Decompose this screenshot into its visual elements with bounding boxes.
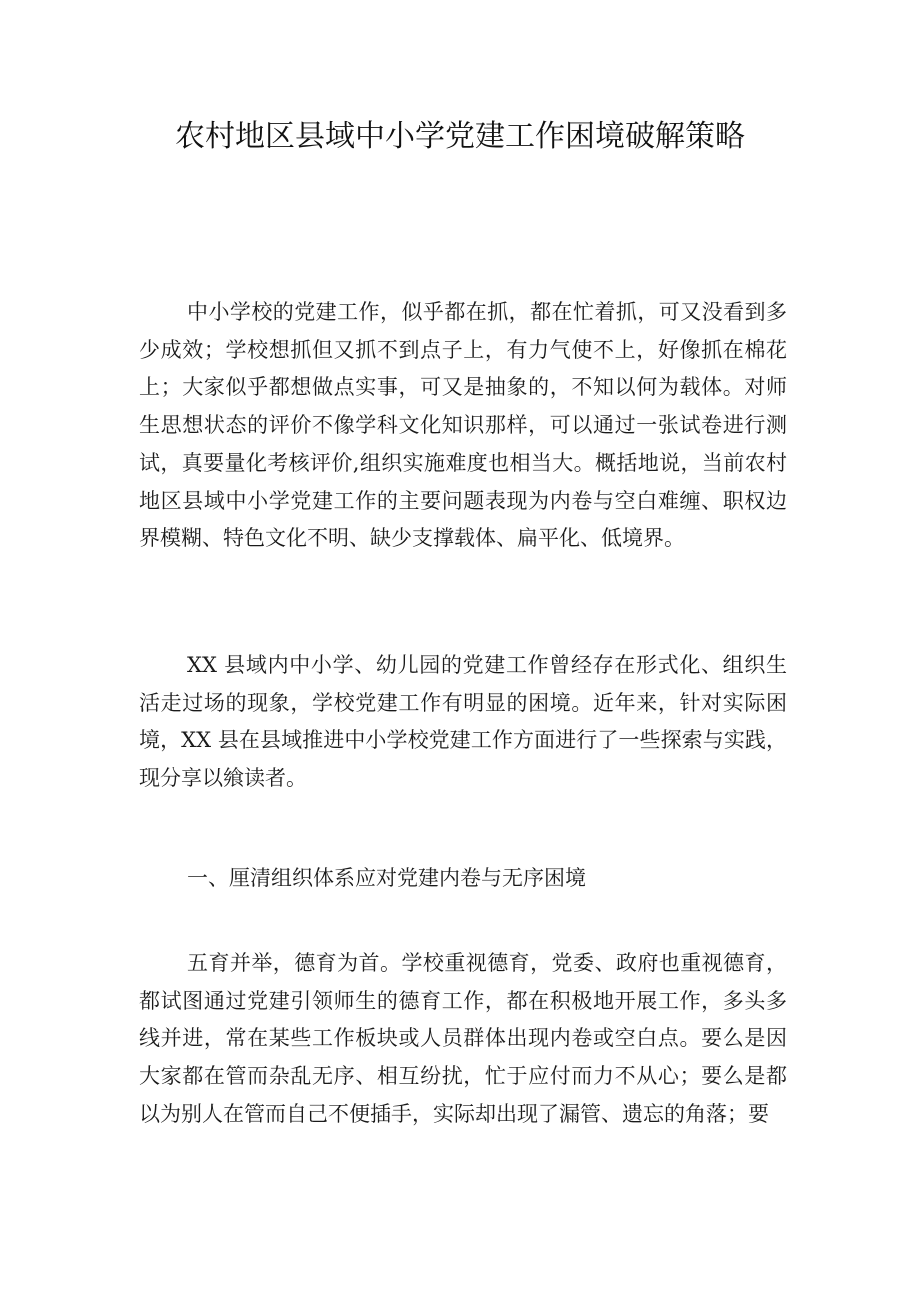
section-paragraph: 五育并举，德育为首。学校重视德育，党委、政府也重视德育，都试图通过党建引领师生的德育工作，都在积极地开展工作，多头多线并进，常在某些工作板块或人员群体出现内卷或空白点。要么是因大家都在管而杂乱无序、相互纷扰，忙于应付而力不从心；要么是都以为别人在管而自己不便插手，实际却出现了漏管、遗忘的角落；要 [139,951,787,1126]
document-title: 农村地区县域中小学党建工作困境破解策略 [175,119,745,154]
section-heading: 一、厘清组织体系应对党建内卷与无序困境 [187,866,586,890]
body-paragraph-2: XX 县域内中小学、幼儿园的党建工作曾经存在形式化、组织生活走过场的现象，学校党建工作有明显的困境。近年来，针对实际困境，XX 县在县域推进中小学校党建工作方面进行了一些探索与实践，现分享以飨读者。 [139,653,787,791]
body-paragraph-1: 中小学校的党建工作，似乎都在抓，都在忙着抓，可又没看到多少成效；学校想抓但又抓不到点子上，有力气使不上，好像抓在棉花上；大家似乎都想做点实事，可又是抽象的，不知以何为载体。对师生思想状态的评价不像学科文化知识那样，可以通过一张试卷进行测试，真要量化考核评价,组织实施难度也相当大。概括地说，当前农村地区县域中小学党建工作的主要问题表现为内卷与空白难缠、职权边界模糊、特色文化不明、缺少支撑载体、扁平化、低境界。 [139,300,787,551]
